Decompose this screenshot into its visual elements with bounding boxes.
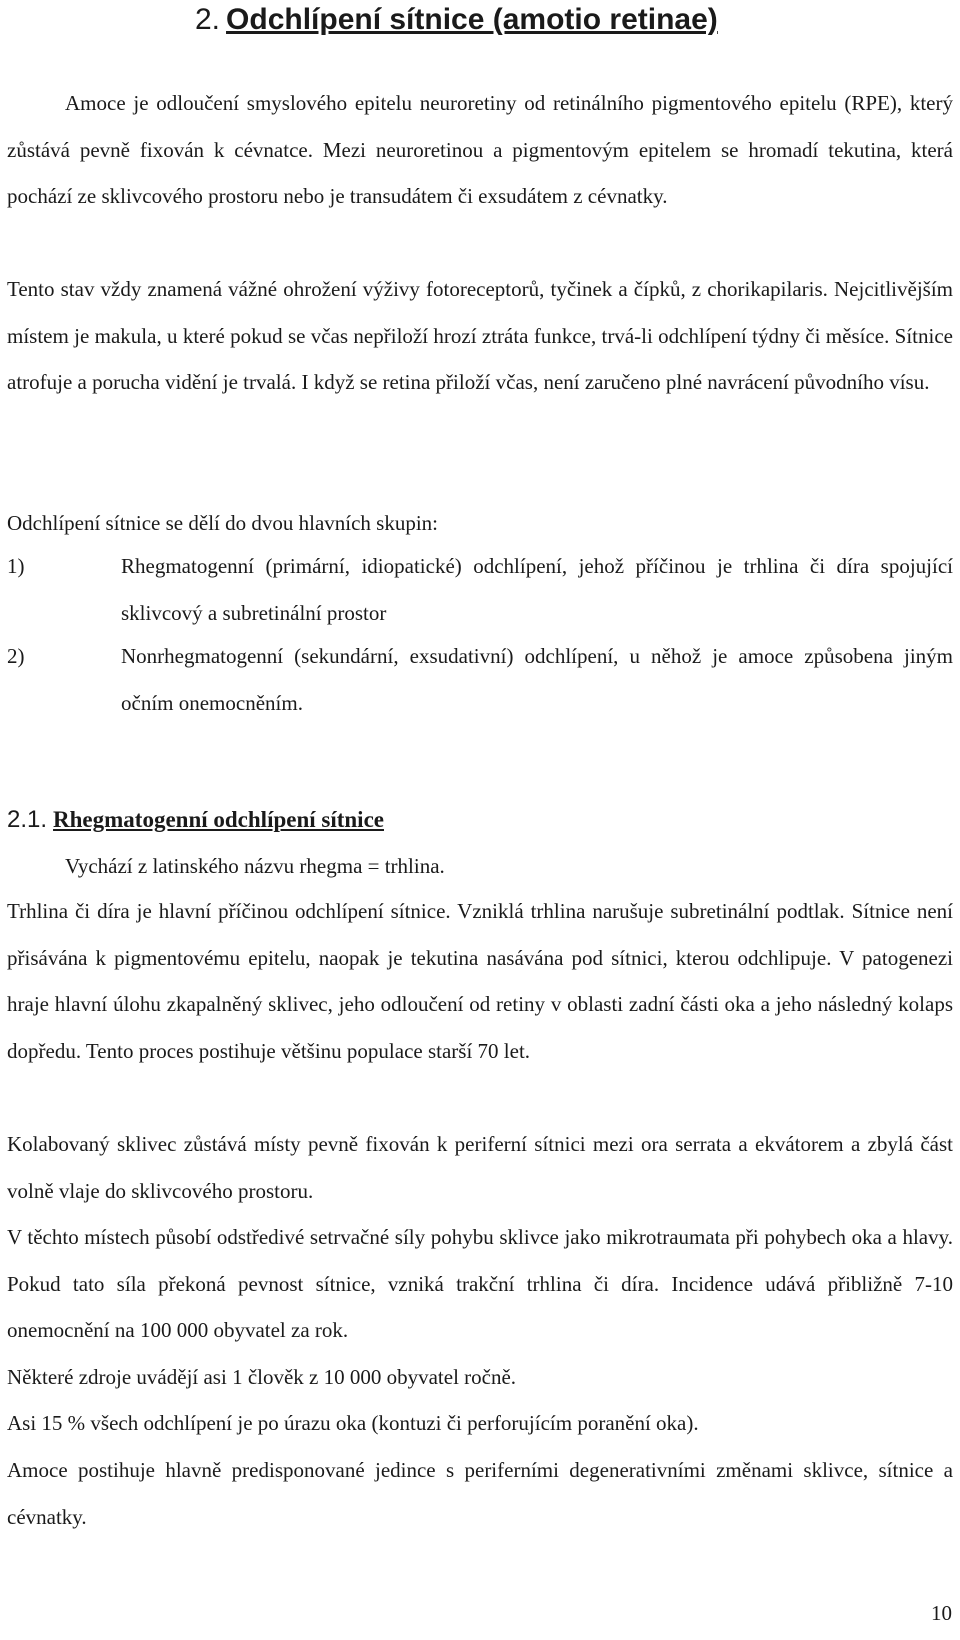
- list-item-text: Rhegmatogenní (primární, idiopatické) odchlípení, jehož příčinou je trhlina či díra spojující sklivcový a subretinální prostor: [121, 554, 953, 625]
- list-item-text: Nonrhegmatogenní (sekundární, exsudativní) odchlípení, u něhož je amoce způsobena jiným očním onemocněním.: [121, 644, 953, 715]
- section-paragraph-3: V těchto místech působí odstředivé setrvačné síly pohybu sklivce jako mikrotraumata při pohybech oka a hlavy. Pokud tato síla překoná pevnost sítnice, vzniká trakční trhlina či díra. Incidence udává přibližně 7-10 onemocnění na 100 000 obyvatel za rok.: [7, 1225, 953, 1343]
- section-lead: Vychází z latinského názvu rhegma = trhlina.: [65, 854, 445, 878]
- groups-intro: Odchlípení sítnice se dělí do dvou hlavních skupin:: [7, 511, 439, 535]
- section-paragraph-1: Trhlina či díra je hlavní příčinou odchlípení sítnice. Vzniklá trhlina narušuje subretinální podtlak. Sítnice není přisávána k pigmentovému epitelu, naopak je tekutina nasávána pod sítnici, kterou odchlipuje. V patogenezi hraje hlavní úlohu zkapalněný sklivec, jeho odloučení od retiny v oblasti zadní části oka a jeho následný kolaps dopředu. Tento proces postihuje většinu populace starší 70 let.: [7, 899, 953, 1063]
- section-paragraph-2: Kolabovaný sklivec zůstává místy pevně fixován k periferní sítnici mezi ora serrata a ekvátorem a zbylá část volně vlaje do sklivcového prostoru.: [7, 1132, 953, 1203]
- intro-paragraph-2: Tento stav vždy znamená vážné ohrožení výživy fotoreceptorů, tyčinek a čípků, z chorikapilaris. Nejcitlivějším místem je makula, u které pokud se včas nepřiloží hrozí ztráta funkce, trvá-li odchlípení týdny či měsíce. Sítnice atrofuje a porucha vidění je trvalá. I když se retina přiloží včas, není zaručeno plné navrácení původního vísu.: [7, 277, 953, 395]
- list-item-2: [7, 633, 953, 726]
- chapter-heading: [195, 0, 718, 40]
- list-item-number: 1): [7, 554, 25, 578]
- chapter-title: Odchlípení sítnice (amotio retinae): [226, 3, 718, 36]
- list-item-1: [7, 543, 953, 636]
- section-paragraph-5: Asi 15 % všech odchlípení je po úrazu oka (kontuzi či perforujícím poranění oka).: [7, 1411, 699, 1435]
- chapter-number: 2.: [195, 3, 221, 36]
- section-paragraph-4: Některé zdroje uvádějí asi 1 člověk z 10 000 obyvatel ročně.: [7, 1365, 517, 1389]
- section-heading: [7, 800, 384, 840]
- section-number: 2.1.: [7, 806, 48, 833]
- list-item-number: 2): [7, 644, 25, 668]
- intro-paragraph-1: Amoce je odloučení smyslového epitelu neuroretiny od retinálního pigmentového epitelu (RPE), který zůstává pevně fixován k cévnatce. Mezi neuroretinou a pigmentovým epitelem se hromadí tekutina, která pochází ze sklivcového prostoru nebo je transudátem či exsudátem z cévnatky.: [7, 91, 953, 209]
- section-title: Rhegmatogenní odchlípení sítnice: [53, 807, 384, 832]
- page-number: 10: [931, 1601, 952, 1625]
- section-paragraph-6: Amoce postihuje hlavně predisponované jedince s periferními degenerativními změnami sklivce, sítnice a cévnatky.: [7, 1458, 953, 1529]
